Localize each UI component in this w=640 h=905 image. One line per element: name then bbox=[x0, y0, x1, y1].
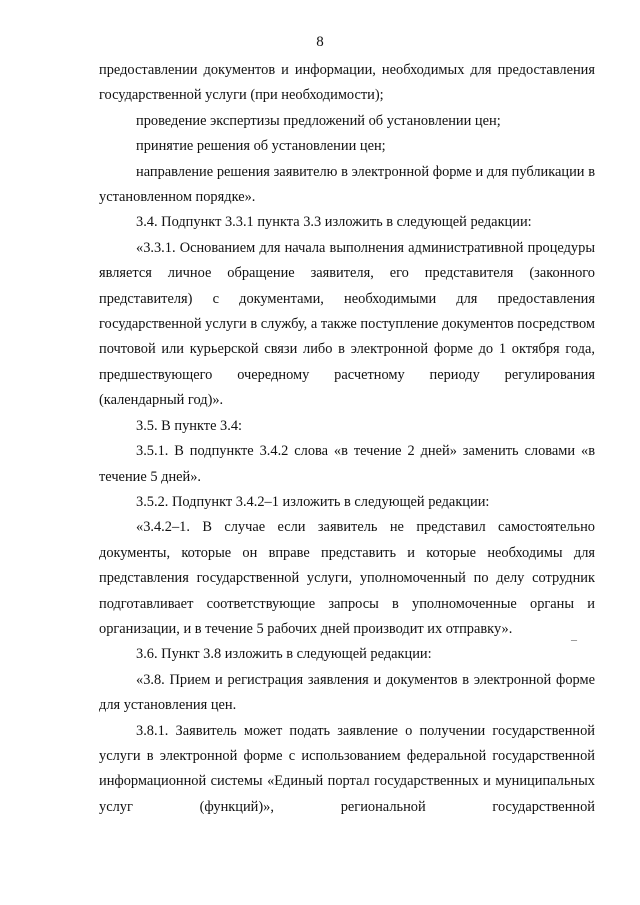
paragraph-3-8-1: 3.8.1. Заявитель может подать заявление о получении государственной услуги в электронной форме с использованием федеральной государственной информационной системы «Единый портал государственных и муниципальных услуг (функций)», региональной государственной bbox=[99, 722, 595, 815]
paragraph-3-5-2: 3.5.2. Подпункт 3.4.2–1 изложить в следующей редакции: bbox=[136, 493, 490, 510]
paragraph-decision: принятие решения об установлении цен; bbox=[136, 138, 386, 155]
paragraph-3-8: «3.8. Прием и регистрация заявления и документов в электронной форме для установления цен. bbox=[99, 671, 595, 714]
paragraph-expertise: проведение экспертизы предложений об установлении цен; bbox=[136, 112, 501, 129]
paragraph-3-4: 3.4. Подпункт 3.3.1 пункта 3.3 изложить в следующей редакции: bbox=[136, 214, 532, 231]
paragraph-3-4-2-1: «3.4.2–1. В случае если заявитель не представил самостоятельно документы, которые он вправе представить и которые необходимы для представления государственной услуги, уполномоченный по делу сотрудник подготавливает соответствующие запросы в уполномоченные органы и организации, и в течение 5 рабочих дней производит их отправку». bbox=[99, 519, 595, 637]
paragraph-sending: направление решения заявителю в электронной форме и для публикации в установленном порядке». bbox=[99, 163, 595, 206]
paragraph-3-5: 3.5. В пункте 3.4: bbox=[136, 417, 243, 434]
paragraph-3-6: 3.6. Пункт 3.8 изложить в следующей редакции: bbox=[136, 646, 432, 663]
paragraph-3-5-1: 3.5.1. В подпункте 3.4.2 слова «в течение 2 дней» заменить словами «в течение 5 дней». bbox=[99, 443, 595, 485]
paragraph-3-3-1: «3.3.1. Основанием для начала выполнения административной процедуры является личное обращение заявителя, его представителя (законного представителя) с документами, необходимыми для предоставления государственной услуги в службу, а также поступление документов посредством почтовой или курьерской связи либо в электронной форме до 1 октября года, предшествующего очередному расчетному периоду регулирования (календарный год)». bbox=[99, 239, 595, 409]
page-number: 8 bbox=[316, 34, 324, 50]
document-body bbox=[99, 58, 595, 820]
paragraph-continuation: предоставлении документов и информации, необходимых для предоставления государственной услуги (при необходимости); bbox=[99, 62, 595, 104]
margin-dash-mark: – bbox=[571, 632, 577, 646]
